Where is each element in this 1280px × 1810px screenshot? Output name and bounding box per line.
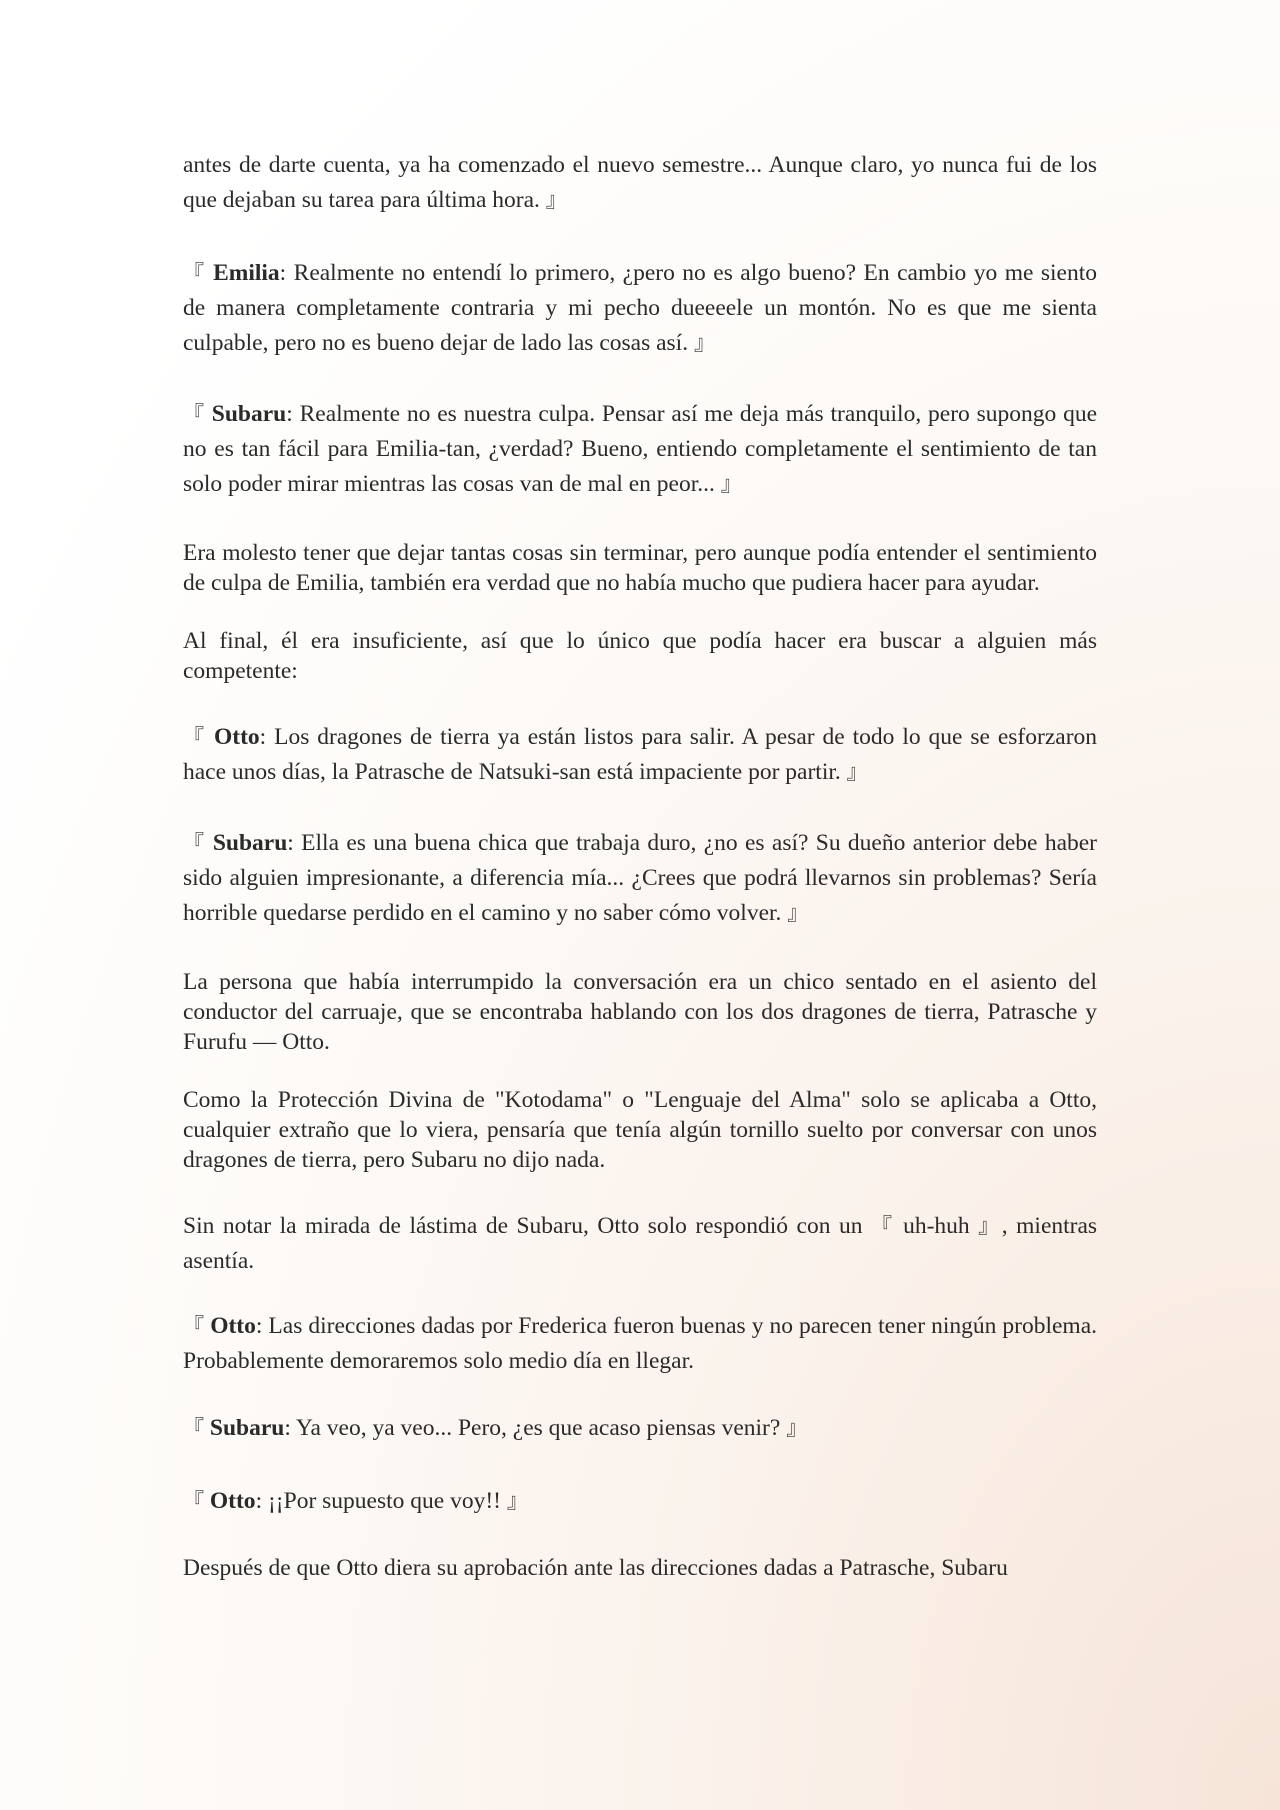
dialogue-text: : Ella es una buena chica que trabaja duro, ¿no es así? Su dueño anterior debe haber sido alguien impresionante, a diferencia mía... ¿Crees que podrá llevarnos sin problemas? Sería horrible quedarse perdido en el camino y no saber cómo volver. bbox=[183, 830, 1098, 926]
opening-quote-bracket: 『 bbox=[183, 261, 206, 285]
dialogue-paragraph bbox=[183, 826, 1097, 931]
dialogue-paragraph bbox=[183, 1411, 1097, 1446]
closing-quote-bracket: 』 bbox=[787, 901, 809, 925]
dialogue-text: : Realmente no entendí lo primero, ¿pero no es algo bueno? En cambio yo me siento de manera completamente contraria y mi pecho dueeeele un montón. No es que me sienta culpable, pero no es bueno dejar de lado las cosas así. bbox=[183, 260, 1098, 356]
opening-quote-bracket: 『 bbox=[183, 402, 205, 426]
dialogue-paragraph bbox=[183, 256, 1097, 361]
dialogue-text: : ¡¡Por supuesto que voy!! bbox=[255, 1488, 507, 1514]
speaker-name: Subaru bbox=[211, 401, 287, 427]
closing-quote-bracket: 』 bbox=[545, 188, 567, 212]
speaker-name: Otto bbox=[210, 1313, 256, 1339]
narration-paragraph: Era molesto tener que dejar tantas cosas sin terminar, pero aunque podía entender el sentimiento de culpa de Emilia, también era verdad que no había mucho que pudiera hacer para ayudar. bbox=[183, 540, 1097, 596]
dialogue-text: : Ya veo, ya veo... Pero, ¿es que acaso piensas venir? bbox=[284, 1415, 787, 1441]
dialogue-paragraph bbox=[183, 1309, 1097, 1379]
dialogue-text: : Realmente no es nuestra culpa. Pensar así me deja más tranquilo, pero supongo que no es tan fácil para Emilia-tan, ¿verdad? Bueno, entiendo completamente el sentimiento de tan solo poder mirar mientras las cosas van de mal en peor... bbox=[183, 401, 1097, 497]
closing-quote-bracket: 』 bbox=[506, 1489, 528, 1513]
dialogue-paragraph bbox=[183, 720, 1097, 790]
narration-paragraph bbox=[183, 1209, 1097, 1279]
dialogue-paragraph bbox=[183, 397, 1097, 502]
speaker-name: Otto bbox=[209, 1488, 256, 1514]
speaker-name: Subaru bbox=[209, 1415, 285, 1441]
dialogue-text: antes de darte cuenta, ya ha comenzado el nuevo semestre... Aunque claro, yo nunca fui de los que dejaban su tarea para última hora. bbox=[183, 152, 1097, 213]
opening-quote-bracket: 『 bbox=[183, 1489, 204, 1513]
document-page bbox=[183, 148, 1097, 1611]
speaker-name: Emilia bbox=[213, 260, 280, 286]
opening-quote-bracket: 『 bbox=[183, 1416, 204, 1440]
opening-quote-bracket: 『 bbox=[183, 831, 206, 855]
dialogue-text: : Las direcciones dadas por Frederica fueron buenas y no parecen tener ningún problema. Probablemente demoraremos solo medio día en llegar. bbox=[183, 1313, 1098, 1374]
closing-quote-bracket: 』 bbox=[786, 1416, 808, 1440]
narration-paragraph: Al final, él era insuficiente, así que lo único que podía hacer era buscar a alguien más competente: bbox=[183, 628, 1097, 684]
dialogue-text: : Los dragones de tierra ya están listos para salir. A pesar de todo lo que se esforzaron hace unos días, la Patrasche de Natsuki-san está impaciente por partir. bbox=[183, 724, 1098, 785]
speaker-name: Otto bbox=[213, 724, 260, 750]
closing-quote-bracket: 』 bbox=[978, 1214, 1002, 1238]
narration-paragraph: La persona que había interrumpido la conversación era un chico sentado en el asiento del conductor del carruaje, que se encontraba hablando con los dos dragones de tierra, Patrasche y Furufu — Otto. bbox=[183, 969, 1097, 1055]
quoted-word: uh-huh bbox=[903, 1213, 970, 1239]
dialogue-paragraph bbox=[183, 1484, 1097, 1519]
dialogue-paragraph bbox=[183, 148, 1097, 218]
opening-quote-bracket: 『 bbox=[183, 1314, 205, 1338]
closing-quote-bracket: 』 bbox=[720, 472, 742, 496]
speaker-name: Subaru bbox=[212, 830, 288, 856]
narration-paragraph: Como la Protección Divina de "Kotodama" o "Lenguaje del Alma" solo se aplicaba a Otto, cualquier extraño que lo viera, pensaría que tenía algún tornillo suelto por conversar con unos dragones de tierra, pero Subaru no dijo nada. bbox=[183, 1087, 1097, 1173]
closing-quote-bracket: 』 bbox=[693, 331, 715, 355]
narration-text: , mientras asentía. bbox=[183, 1213, 1098, 1274]
narration-text: Sin notar la mirada de lástima de Subaru, Otto solo respondió con un bbox=[183, 1213, 863, 1239]
narration-paragraph: Después de que Otto diera su aprobación ante las direcciones dadas a Patrasche, Subaru bbox=[183, 1555, 1008, 1581]
opening-quote-bracket: 『 bbox=[870, 1214, 895, 1238]
opening-quote-bracket: 『 bbox=[183, 725, 207, 749]
closing-quote-bracket: 』 bbox=[846, 760, 868, 784]
